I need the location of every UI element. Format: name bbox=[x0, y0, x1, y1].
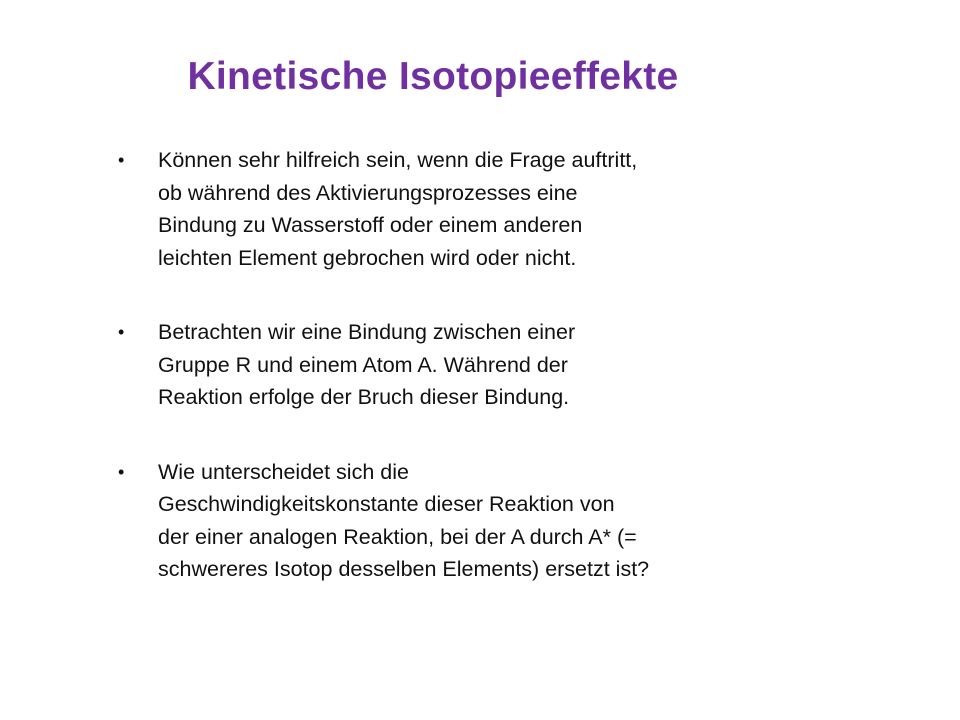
bullet-icon: • bbox=[118, 461, 125, 482]
bullet-line: schwereres Isotop desselben Elements) ersetzt ist? bbox=[158, 557, 650, 581]
bullet-icon: • bbox=[118, 150, 125, 170]
bullet-list bbox=[118, 144, 758, 628]
bullet-item-bond-r-a bbox=[118, 316, 758, 414]
bullet-line: Reaktion erfolge der Bruch dieser Bindung. bbox=[158, 385, 570, 409]
bullet-line: Betrachten wir eine Bindung zwischen einer bbox=[158, 320, 576, 344]
bullet-line: Wie unterscheidet sich die bbox=[158, 459, 409, 484]
bullet-item-rate-constant bbox=[118, 456, 758, 586]
bullet-line: Können sehr hilfreich sein, wenn die Frage auftritt, bbox=[158, 148, 638, 172]
bullet-item-activation-process bbox=[118, 144, 758, 274]
slide-title: Kinetische Isotopieeffekte bbox=[187, 55, 679, 98]
bullet-icon: • bbox=[118, 322, 125, 342]
bullet-line: Geschwindigkeitskonstante dieser Reaktion von bbox=[158, 492, 615, 516]
bullet-line: Gruppe R und einem Atom A. Während der bbox=[158, 352, 568, 377]
bullet-line: der einer analogen Reaktion, bei der A durch A* (= bbox=[158, 524, 637, 549]
bullet-line: ob während des Aktivierungsprozesses eine bbox=[158, 180, 578, 205]
bullet-line: Bindung zu Wasserstoff oder einem anderen bbox=[158, 213, 583, 237]
bullet-line: leichten Element gebrochen wird oder nicht. bbox=[158, 245, 577, 270]
